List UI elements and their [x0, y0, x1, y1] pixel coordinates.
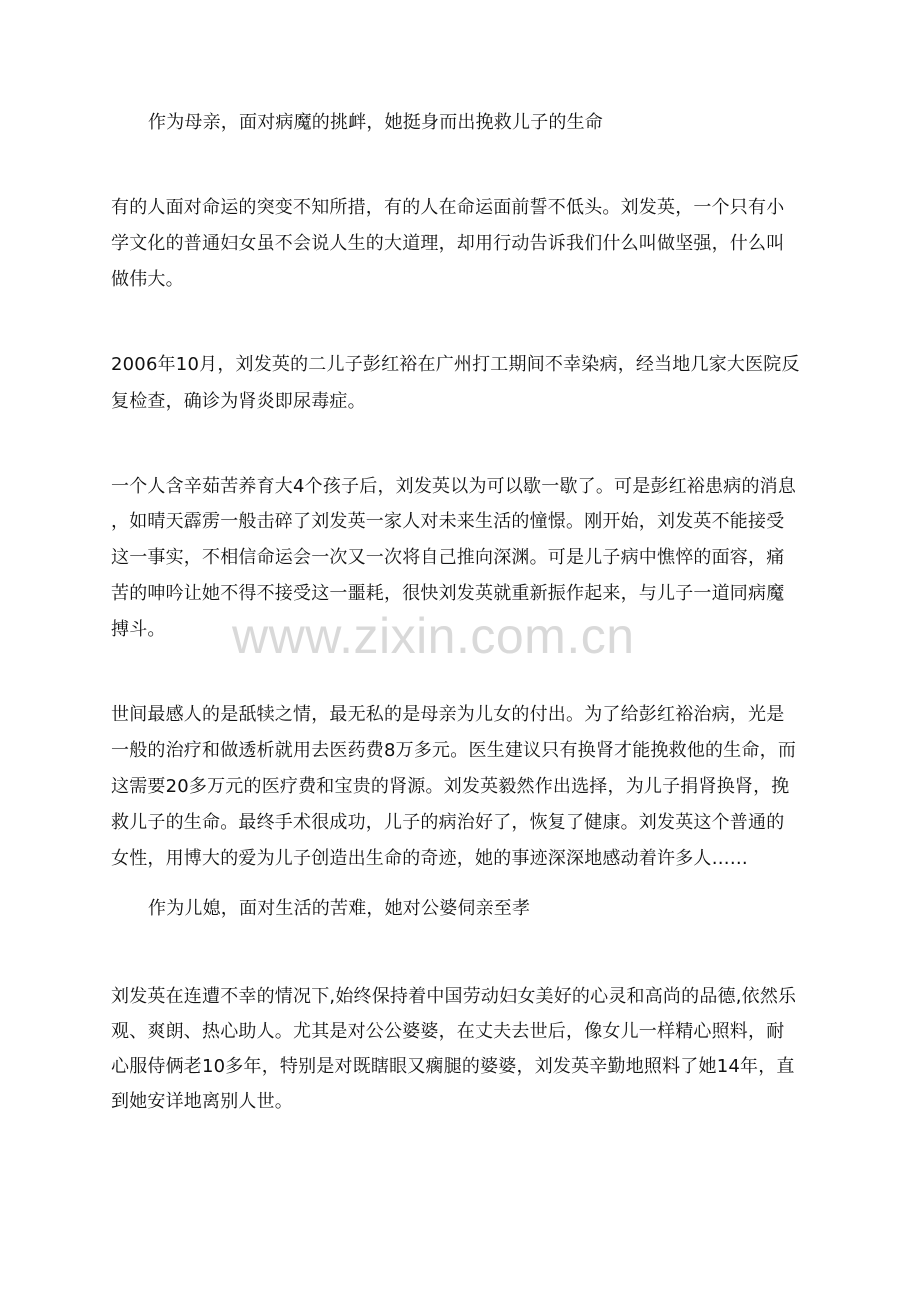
paragraph-line: 心服侍俩老10多年，特别是对既瞎眼又瘸腿的婆婆，刘发英辛勤地照料了她14年，直 — [111, 1056, 795, 1077]
paragraph-line: 救儿子的生命。最终手术很成功，儿子的病治好了，恢复了健康。刘发英这个普通的 — [111, 812, 785, 833]
paragraph-line: 世间最感人的是舐犊之情，最无私的是母亲为儿女的付出。为了给彭红裕治病，光是 — [111, 704, 785, 725]
section-heading-daughter-in-law: 作为儿媳，面对生活的苦难，她对公婆伺亲至孝 — [148, 898, 531, 919]
paragraph-line: ，如晴天霹雳一般击碎了刘发英一家人对未来生活的憧憬。刚开始，刘发英不能接受 — [111, 511, 785, 532]
paragraph-line: 到她安详地离别人世。 — [111, 1091, 293, 1112]
paragraph-line: 这一事实，不相信命运会一次又一次将自己推向深渊。可是儿子病中憔悴的面容，痛 — [111, 547, 785, 568]
paragraph-line: 做伟大。 — [111, 269, 184, 290]
paragraph-line: 搏斗。 — [111, 619, 166, 640]
watermark: www.zixin.com.cn — [232, 608, 635, 664]
paragraph-line: 这需要20多万元的医疗费和宝贵的肾源。刘发英毅然作出选择，为儿子捐肾换肾，挽 — [111, 776, 790, 797]
section-heading-mother: 作为母亲，面对病魔的挑衅，她挺身而出挽救儿子的生命 — [148, 112, 603, 133]
paragraph-line: 女性，用博大的爱为儿子创造出生命的奇迹，她的事迹深深地感动着许多人…… — [111, 848, 748, 869]
paragraph-line: 学文化的普通妇女虽不会说人生的大道理，却用行动告诉我们什么叫做坚强，什么叫 — [111, 233, 785, 254]
paragraph-line: 一般的治疗和做透析就用去医药费8万多元。医生建议只有换肾才能挽救他的生命，而 — [111, 740, 797, 761]
paragraph-line: 有的人面对命运的突变不知所措，有的人在命运面前誓不低头。刘发英，一个只有小 — [111, 197, 785, 218]
paragraph-line: 一个人含辛茹苦养育大4个孩子后，刘发英以为可以歇一歇了。可是彭红裕患病的消息 — [111, 476, 797, 497]
paragraph-line: 复检查，确诊为肾炎即尿毒症。 — [111, 391, 366, 412]
paragraph-line: 刘发英在连遭不幸的情况下,始终保持着中国劳动妇女美好的心灵和高尚的品德,依然乐 — [111, 986, 797, 1007]
paragraph-line: 苦的呻吟让她不得不接受这一噩耗，很快刘发英就重新振作起来，与儿子一道同病魔 — [111, 583, 785, 604]
paragraph-line: 观、爽朗、热心助人。尤其是对公公婆婆，在丈夫去世后，像女儿一样精心照料，耐 — [111, 1021, 785, 1042]
paragraph-line: 2006年10月，刘发英的二儿子彭红裕在广州打工期间不幸染病，经当地几家大医院反 — [111, 354, 800, 375]
